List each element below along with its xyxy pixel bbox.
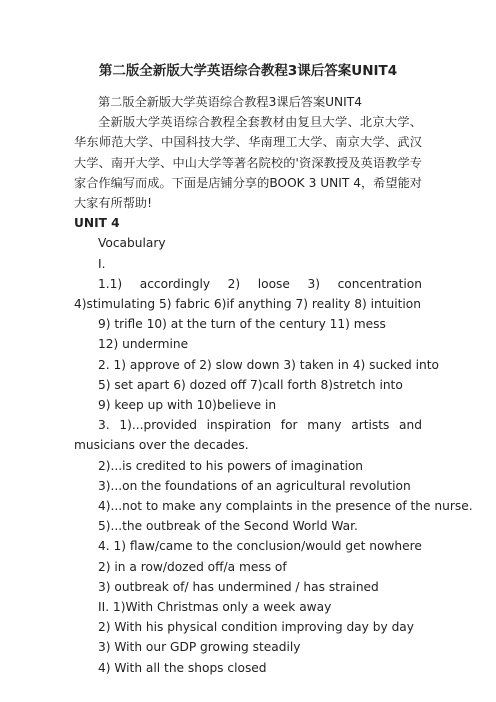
answer-line: 3. 1)...provided inspiration for many artists and musicians over the decades. <box>74 418 422 453</box>
answer-line: 2. 1) approve of 2) slow down 3) taken in 4) sucked into <box>98 357 439 372</box>
answer-line: 2) With his physical condition improving day by day <box>98 620 414 635</box>
answer-line: 4. 1) flaw/came to the conclusion/would get nowhere <box>98 539 422 554</box>
document-title: 第二版全新版大学英语综合教程3课后答案UNIT4 <box>98 63 398 79</box>
section-heading: Vocabulary <box>98 236 166 251</box>
document-subtitle: 第二版全新版大学英语综合教程3课后答案UNIT4 <box>98 95 362 109</box>
answer-line: 9) keep up with 10)believe in <box>98 398 277 413</box>
answer-line: 2) in a row/dozed off/a mess of <box>98 559 287 574</box>
answer-line: 9) trifle 10) at the turn of the century 11) mess <box>98 317 386 332</box>
answer-line: II. 1)With Christmas only a week away <box>98 600 332 615</box>
answer-line: 2)...is credited to his powers of imagination <box>98 458 364 473</box>
unit-heading: UNIT 4 <box>74 216 120 231</box>
answer-line: 12) undermine <box>98 337 189 352</box>
answer-line: 1.1) accordingly 2) loose 3) concentration 4)stimulating 5) fabric 6)if anything 7) reality 8) intuition <box>74 276 422 312</box>
answer-line: 3)...on the foundations of an agricultural revolution <box>98 478 411 493</box>
part-heading: I. <box>98 256 106 271</box>
answer-line: 3) outbreak of/ has undermined / has strained <box>98 579 379 594</box>
answer-line: 4) With all the shops closed <box>98 660 267 675</box>
answer-line: 5)...the outbreak of the Second World War. <box>98 519 358 534</box>
answer-line: 5) set apart 6) dozed off 7)call forth 8)stretch into <box>98 377 403 392</box>
answer-line: 3) With our GDP growing steadily <box>98 640 301 655</box>
intro-paragraph: 全新版大学英语综合教程全套教材由复旦大学、北京大学、华东师范大学、中国科技大学、华南理工大学、南京大学、武汉大学、南开大学、中山大学等著名院校的'资深教授及英语教学专家合作编写而成。下面是店铺分享的BOOK 3 UNIT 4，希望能对大家有所帮助! <box>74 115 422 211</box>
answer-line: 4)...not to make any complaints in the presence of the nurse. <box>98 499 473 514</box>
